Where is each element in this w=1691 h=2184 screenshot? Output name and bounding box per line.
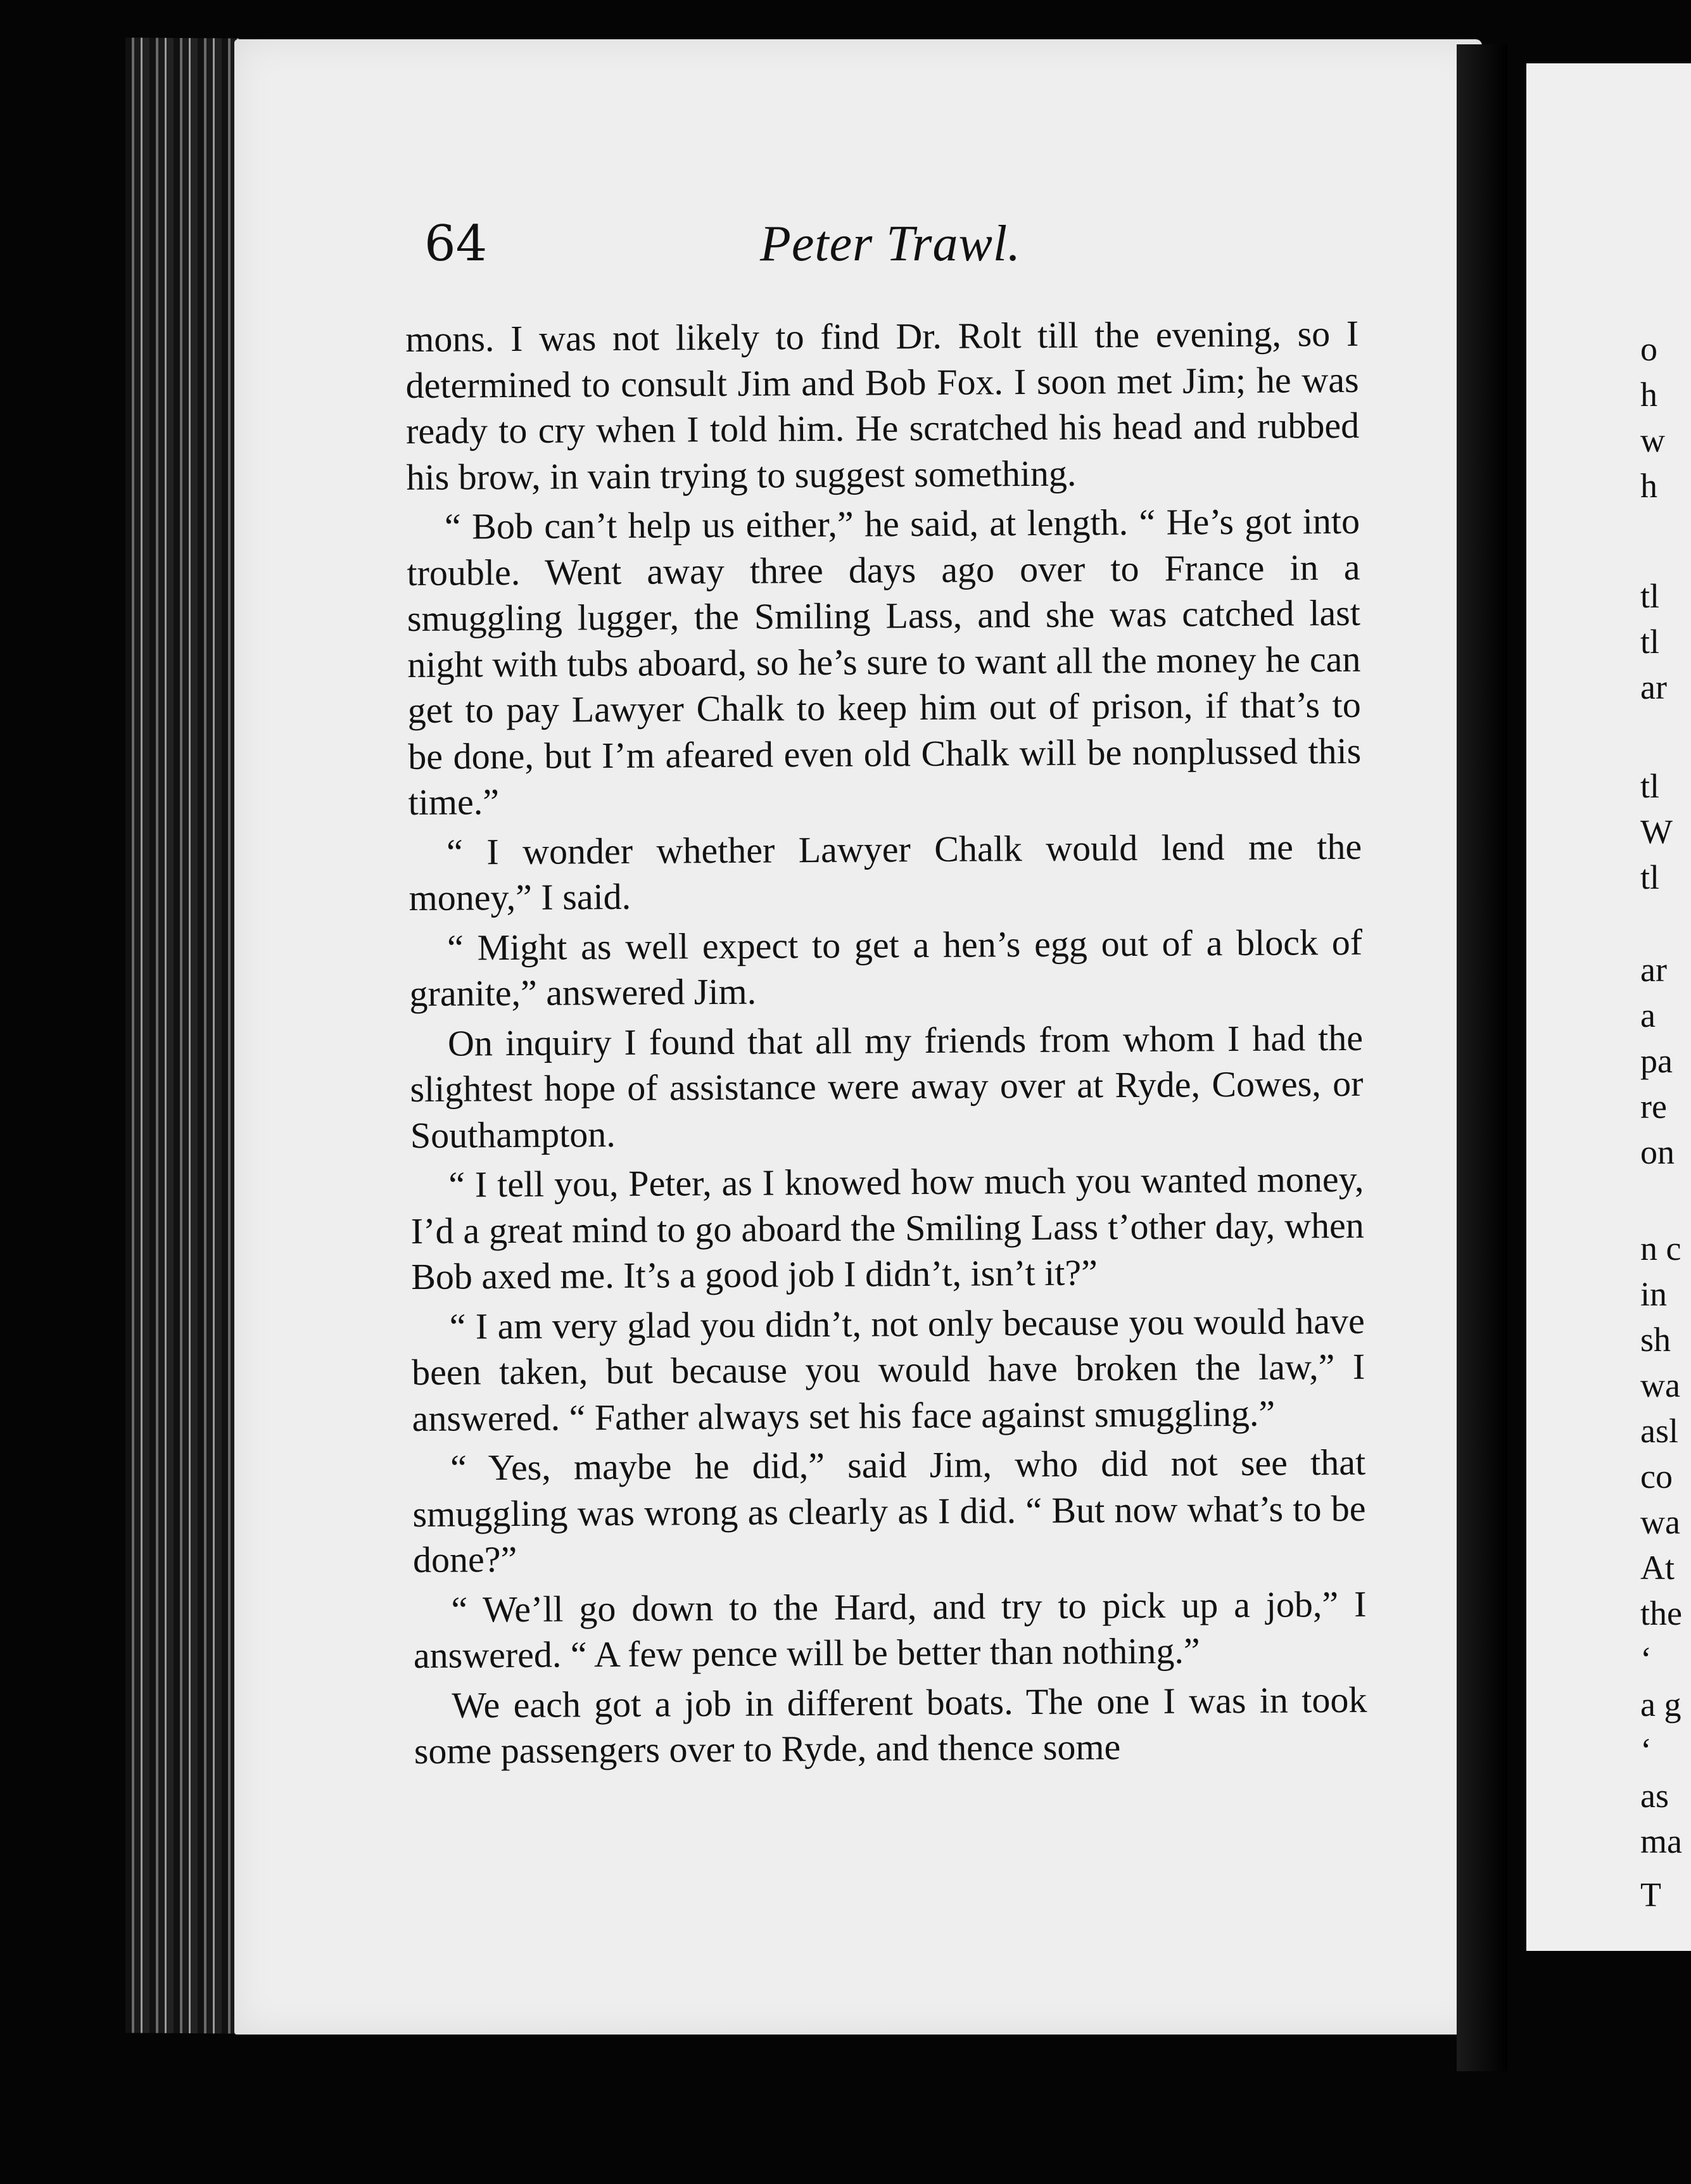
facing-fragment: co [1640,1457,1673,1495]
facing-fragment: tl [1640,577,1660,615]
facing-fragment: n c [1640,1229,1682,1267]
facing-fragment: on [1640,1133,1675,1171]
facing-fragment: sh [1640,1321,1671,1359]
facing-fragment: a g [1640,1686,1682,1724]
paragraph: “ Might as well expect to get a hen’s egg out of a block of granite,” answered Jim. [409,921,1363,1014]
facing-fragment: as [1640,1777,1669,1815]
facing-fragment: a [1640,996,1656,1034]
facing-fragment: re [1640,1088,1667,1126]
facing-fragment: in [1640,1275,1668,1313]
facing-fragment: tl [1640,623,1660,661]
facing-fragment: tl [1640,767,1660,805]
facing-fragment: T [1640,1876,1661,1914]
page-body [405,311,1367,1775]
facing-fragment: ma [1640,1822,1682,1860]
facing-fragment: ar [1640,951,1667,989]
facing-fragment: ‘ [1640,1640,1652,1678]
paragraph: “ Bob can’t help us either,” he said, at length. “ He’s got into trouble. Went away three days ago over to France in a smuggling lugger, the Smiling Lass, and she was catched last night with tubs aboard, so he’s sure to want all the money he can get to pay Lawyer Chalk to keep him out of prison, if that’s to be done, but I’m afeared even old Chalk will be nonplussed this time.” [407,500,1362,823]
facing-fragment: h [1640,376,1657,414]
page-header [424,215,1362,285]
paragraph: “ Yes, maybe he did,” said Jim, who did not see that smuggling was wrong as clearly as I did. “ But now what’s to be done?” [412,1441,1366,1580]
facing-fragment: o [1640,330,1657,368]
running-title: Peter Trawl. [760,216,1022,272]
paragraph: “ I tell you, Peter, as I knowed how much you wanted money, I’d a great mind to go aboard the Smiling Lass t’other day, when Bob axed me. It’s a good job I didn’t, isn’t it?” [410,1158,1364,1297]
facing-fragment: pa [1640,1042,1673,1080]
paragraph: On inquiry I found that all my friends from whom I had the slightest hope of assistance were away over at Ryde, Cowes, or Southampton. [410,1017,1364,1156]
facing-fragment: h [1640,467,1657,505]
facing-fragment: w [1640,421,1665,459]
facing-fragment: the [1640,1594,1682,1632]
facing-fragment: asl [1640,1412,1678,1450]
facing-page-edge [1526,63,1691,1951]
paragraph: “ I am very glad you didn’t, not only because you would have been taken, but because you would have broken the law,” I answered. “ Father always set his face against smuggling.” [411,1300,1365,1439]
paragraph: “ I wonder whether Lawyer Chalk would lend me the money,” I said. [408,825,1362,918]
facing-fragment: wa [1640,1503,1680,1541]
paragraph: “ We’ll go down to the Hard, and try to pick up a job,” I answered. “ A few pence will be better than nothing.” [413,1583,1367,1676]
facing-fragment: ar [1640,668,1667,706]
book-page-edges [125,37,239,2033]
gutter-shadow [1457,44,1507,2071]
paragraph: mons. I was not likely to find Dr. Rolt till the evening, so I determined to consult Jim and Bob Fox. I soon met Jim; he was ready to cry when I told him. He scratched his head and rubbed his brow, in vain trying to suggest something. [405,312,1360,498]
facing-fragment: wa [1640,1366,1680,1404]
facing-fragment: At [1640,1549,1675,1587]
page-number: 64 [424,215,488,272]
facing-fragment: W [1640,813,1673,851]
paragraph: We each got a job in different boats. The one I was in took some passengers over to Ryde, and thence some [414,1679,1367,1772]
facing-fragment: ‘ [1640,1731,1652,1769]
facing-fragment: tl [1640,858,1660,896]
